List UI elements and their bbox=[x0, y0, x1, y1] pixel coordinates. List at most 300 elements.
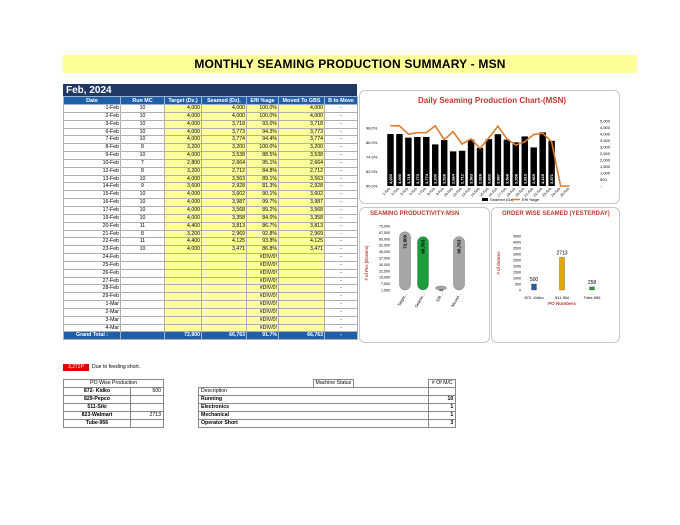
x-tick-label: 2-Feb bbox=[390, 186, 401, 197]
table-cell: - bbox=[325, 254, 358, 262]
table-cell: 3,602 bbox=[279, 191, 325, 199]
table-cell bbox=[121, 293, 165, 301]
total-cell: 66,763 bbox=[279, 332, 325, 340]
machine-desc: Description bbox=[199, 388, 429, 396]
table-cell bbox=[279, 324, 325, 332]
left-axis-tick: 86.0% bbox=[366, 140, 378, 146]
bar-value-label: 2,969 bbox=[531, 173, 537, 184]
bar-value-label: 3,471 bbox=[549, 173, 555, 184]
y-axis-tick: 1000 bbox=[513, 276, 521, 281]
table-cell bbox=[121, 261, 165, 269]
x-tick-label: 12-Feb bbox=[451, 186, 463, 198]
po-number: 823-Walmart bbox=[64, 412, 131, 420]
table-cell: 4,000 bbox=[165, 246, 202, 254]
y-axis-tick: 15,000 bbox=[379, 275, 390, 280]
po-number: 829-Pepco bbox=[64, 396, 131, 404]
machine-desc: Electronics bbox=[199, 404, 429, 412]
table-cell: - bbox=[325, 120, 358, 128]
left-axis-tick: 62.0% bbox=[366, 169, 378, 175]
table-row bbox=[64, 285, 358, 293]
table-cell: 10 bbox=[121, 175, 165, 183]
machine-count: 10 bbox=[429, 396, 456, 404]
table-cell: 10 bbox=[121, 206, 165, 214]
table-cell: 2,800 bbox=[165, 159, 202, 167]
bar-value-label: 2,664 bbox=[450, 173, 456, 184]
table-cell: 10 bbox=[121, 105, 165, 113]
grand-total-row bbox=[64, 332, 358, 340]
table-cell: 8 bbox=[121, 167, 165, 175]
table-cell bbox=[279, 308, 325, 316]
machine-desc: Operator Short bbox=[199, 420, 429, 428]
right-axis-tick: 3,000 bbox=[600, 144, 611, 150]
table-cell: #DIV/0! bbox=[247, 261, 279, 269]
po-row bbox=[64, 412, 164, 420]
y-axis-tick: 1,500 bbox=[381, 288, 390, 293]
table-cell: 8 bbox=[121, 144, 165, 152]
table-cell: 6-Feb bbox=[64, 128, 121, 136]
table-cell: 24-Feb bbox=[64, 254, 121, 262]
table-cell: 3,718 bbox=[202, 120, 247, 128]
x-tick-label: 10-Feb bbox=[442, 186, 454, 198]
x-tick-label: 1-Feb bbox=[381, 186, 392, 197]
table-cell: - bbox=[325, 175, 358, 183]
productivity-bar-group bbox=[418, 237, 429, 290]
daily-production-chart bbox=[360, 91, 619, 203]
table-cell: 3,987 bbox=[202, 199, 247, 207]
table-cell: 3,538 bbox=[279, 152, 325, 160]
table-cell: - bbox=[325, 112, 358, 120]
total-cell: 72,800 bbox=[165, 332, 202, 340]
x-tick-label: 17-Feb bbox=[496, 186, 508, 198]
right-axis-tick: 3,500 bbox=[600, 138, 611, 143]
table-cell: 94.4% bbox=[247, 136, 279, 144]
table-cell: - bbox=[325, 246, 358, 254]
po-row bbox=[64, 420, 164, 428]
order-wise-chart bbox=[492, 208, 619, 342]
left-axis-tick: 74.0% bbox=[366, 154, 378, 160]
right-axis-tick: 1,000 bbox=[600, 170, 611, 176]
table-cell: 2,969 bbox=[279, 230, 325, 238]
table-cell: 3,563 bbox=[279, 175, 325, 183]
legend-swatch-seamed bbox=[482, 198, 488, 201]
table-cell: 3,813 bbox=[279, 222, 325, 230]
bar-value-label: 3,358 bbox=[513, 173, 519, 184]
table-cell: 4-Mar bbox=[64, 324, 121, 332]
table-cell bbox=[279, 254, 325, 262]
machine-count bbox=[429, 388, 456, 396]
legend-seamed: Seamed (Dz) bbox=[490, 197, 514, 202]
table-cell: 84.8% bbox=[247, 167, 279, 175]
short-badge: 3,272P bbox=[63, 364, 89, 371]
table-cell: 28-Feb bbox=[64, 285, 121, 293]
table-cell bbox=[202, 293, 247, 301]
table-cell bbox=[202, 254, 247, 262]
table-cell: 4,125 bbox=[279, 238, 325, 246]
column-header: Run MC bbox=[121, 97, 165, 105]
table-row bbox=[64, 136, 358, 144]
productivity-bar-label: 72,800 bbox=[402, 234, 408, 249]
table-cell bbox=[165, 277, 202, 285]
table-cell: 3,600 bbox=[165, 183, 202, 191]
table-cell: - bbox=[325, 159, 358, 167]
total-cell bbox=[121, 332, 165, 340]
table-cell bbox=[202, 269, 247, 277]
table-cell bbox=[202, 308, 247, 316]
table-cell: - bbox=[325, 308, 358, 316]
bar-value-label: 4,000 bbox=[387, 173, 393, 184]
table-row bbox=[64, 206, 358, 214]
daily-chart-title: Daily Seaming Production Chart-(MSN) bbox=[418, 96, 567, 105]
table-cell: 4,400 bbox=[165, 222, 202, 230]
table-cell bbox=[165, 285, 202, 293]
table-row bbox=[64, 277, 358, 285]
table-cell: #DIV/0! bbox=[247, 277, 279, 285]
po-production-table bbox=[63, 379, 164, 428]
x-tick-label: 25-Feb bbox=[559, 186, 571, 198]
bar-value-label: 2,928 bbox=[477, 173, 483, 184]
table-cell: #DIV/0! bbox=[247, 316, 279, 324]
table-row bbox=[64, 254, 358, 262]
table-cell bbox=[279, 261, 325, 269]
table-cell: 1-Mar bbox=[64, 301, 121, 309]
productivity-bar-group bbox=[400, 232, 411, 290]
table-cell: 23-Feb bbox=[64, 246, 121, 254]
table-row bbox=[64, 238, 358, 246]
bar-value-label: 3,568 bbox=[504, 173, 510, 184]
table-cell: #DIV/0! bbox=[247, 269, 279, 277]
machine-count: 1 bbox=[429, 412, 456, 420]
productivity-chart-title: SEAMING PRODUCTIVITY-MSN bbox=[370, 211, 460, 217]
x-tick-label: 21-Feb bbox=[523, 186, 535, 198]
po-qty: 2713 bbox=[131, 412, 164, 420]
table-cell: 12-Feb bbox=[64, 167, 121, 175]
table-cell bbox=[279, 293, 325, 301]
y-axis-tick: 22,500 bbox=[379, 269, 390, 274]
table-cell: 4,000 bbox=[165, 128, 202, 136]
table-cell: 10 bbox=[121, 214, 165, 222]
table-cell: 7-Feb bbox=[64, 136, 121, 144]
table-cell: 16-Feb bbox=[64, 199, 121, 207]
po-qty bbox=[131, 420, 164, 428]
table-cell: #DIV/0! bbox=[247, 301, 279, 309]
x-tick-label: Effi... bbox=[435, 292, 444, 303]
machine-row bbox=[199, 404, 456, 412]
x-tick-label: 3-Feb bbox=[399, 186, 410, 197]
table-cell: 3,987 bbox=[279, 199, 325, 207]
table-cell: 19-Feb bbox=[64, 214, 121, 222]
table-cell: 20-Feb bbox=[64, 222, 121, 230]
bar-value-label: 3,774 bbox=[423, 173, 429, 184]
table-cell: 4,000 bbox=[279, 112, 325, 120]
productivity-bar-label: 1 bbox=[438, 289, 444, 292]
table-cell: 25-Feb bbox=[64, 261, 121, 269]
table-cell: 2-Feb bbox=[64, 112, 121, 120]
table-cell bbox=[165, 324, 202, 332]
bar-value-label: 2,712 bbox=[459, 173, 465, 184]
table-cell: 10-Feb bbox=[64, 159, 121, 167]
table-cell bbox=[202, 324, 247, 332]
machine-row bbox=[199, 412, 456, 420]
table-cell bbox=[279, 316, 325, 324]
table-cell: - bbox=[325, 285, 358, 293]
table-row bbox=[64, 128, 358, 136]
bar-value-label: 3,563 bbox=[468, 173, 474, 184]
table-cell: - bbox=[325, 222, 358, 230]
machine-count: 1 bbox=[429, 404, 456, 412]
table-row bbox=[64, 222, 358, 230]
table-cell: - bbox=[325, 238, 358, 246]
machine-desc: Mechanical bbox=[199, 412, 429, 420]
table-row bbox=[64, 316, 358, 324]
table-cell: 3-Mar bbox=[64, 316, 121, 324]
y-axis-tick: 0 bbox=[519, 288, 521, 293]
short-note: Due to feeding short. bbox=[92, 364, 141, 370]
column-header: Seamed (Dz). bbox=[202, 97, 247, 105]
total-cell: - bbox=[325, 332, 358, 340]
order-bar-label: 500 bbox=[529, 277, 539, 283]
table-row bbox=[64, 191, 358, 199]
table-row bbox=[64, 183, 358, 191]
bar-value-label: 3,602 bbox=[486, 173, 492, 184]
table-row bbox=[64, 152, 358, 160]
y-axis-tick: 2500 bbox=[513, 258, 521, 263]
table-row bbox=[64, 293, 358, 301]
bar-value-label: 3,987 bbox=[495, 173, 501, 184]
total-cell: 66,763 bbox=[202, 332, 247, 340]
table-cell bbox=[165, 308, 202, 316]
bar-value-label: 4,125 bbox=[540, 173, 546, 184]
right-axis-tick: 500 bbox=[600, 177, 607, 182]
table-cell: - bbox=[325, 144, 358, 152]
machine-row bbox=[199, 396, 456, 404]
table-cell: 21-Feb bbox=[64, 230, 121, 238]
x-tick-label: Moved... bbox=[449, 292, 462, 308]
table-cell bbox=[121, 269, 165, 277]
table-cell bbox=[165, 261, 202, 269]
bar-value-label: 3,200 bbox=[432, 173, 438, 184]
po-row bbox=[64, 388, 164, 396]
table-cell: 3,200 bbox=[165, 167, 202, 175]
table-cell: - bbox=[325, 128, 358, 136]
table-cell: 86.8% bbox=[247, 246, 279, 254]
table-cell bbox=[121, 285, 165, 293]
table-cell: 100.0% bbox=[247, 144, 279, 152]
right-axis-tick: 4,000 bbox=[600, 131, 611, 137]
machine-desc: Running bbox=[199, 396, 429, 404]
productivity-bar-group bbox=[436, 286, 447, 292]
table-cell: - bbox=[325, 261, 358, 269]
table-cell: 4,000 bbox=[165, 199, 202, 207]
table-cell: 1-Feb bbox=[64, 105, 121, 113]
table-cell: 4,000 bbox=[165, 105, 202, 113]
table-cell: 3,200 bbox=[165, 230, 202, 238]
table-cell: 4,000 bbox=[279, 105, 325, 113]
x-tick-label: Tube-956 bbox=[583, 295, 601, 300]
bar-value-label: 4,000 bbox=[396, 173, 402, 184]
table-cell bbox=[121, 277, 165, 285]
table-cell: 2,712 bbox=[279, 167, 325, 175]
table-cell: 14-Feb bbox=[64, 183, 121, 191]
table-row bbox=[64, 175, 358, 183]
table-cell: 3,773 bbox=[279, 128, 325, 136]
table-cell: 7 bbox=[121, 159, 165, 167]
table-cell: #DIV/0! bbox=[247, 285, 279, 293]
table-cell: - bbox=[325, 206, 358, 214]
table-cell: 3,602 bbox=[202, 191, 247, 199]
report-title-bar bbox=[63, 55, 637, 73]
table-cell: - bbox=[325, 105, 358, 113]
right-axis-tick: 2,500 bbox=[600, 151, 611, 156]
table-cell bbox=[279, 285, 325, 293]
y-axis-tick: 2000 bbox=[513, 264, 521, 269]
x-tick-label: 24-Feb bbox=[550, 186, 562, 198]
right-axis-tick: 2,000 bbox=[600, 157, 611, 163]
y-axis-tick: 30,000 bbox=[379, 262, 390, 267]
bar-value-label: 3,813 bbox=[522, 173, 528, 184]
table-cell: 10 bbox=[121, 128, 165, 136]
y-axis-tick: 67,500 bbox=[379, 230, 390, 235]
table-cell bbox=[121, 324, 165, 332]
machine-status-table bbox=[198, 379, 456, 428]
right-axis-tick: - bbox=[600, 183, 602, 189]
table-cell: 89.2% bbox=[247, 206, 279, 214]
x-tick-label: 8-Feb bbox=[426, 186, 436, 197]
table-cell: 10 bbox=[121, 112, 165, 120]
table-cell: 3,568 bbox=[279, 206, 325, 214]
table-cell: 3,773 bbox=[202, 128, 247, 136]
y-axis-tick: 1500 bbox=[513, 270, 521, 275]
table-cell: 3,568 bbox=[202, 206, 247, 214]
table-cell: 3-Feb bbox=[64, 120, 121, 128]
po-number: Tube-956 bbox=[64, 420, 131, 428]
machine-table-title: Machine Status bbox=[313, 380, 354, 388]
po-row bbox=[64, 396, 164, 404]
table-cell: 10 bbox=[121, 246, 165, 254]
y-axis-tick: 3500 bbox=[513, 246, 521, 251]
right-axis-tick: 1,500 bbox=[600, 164, 611, 169]
table-cell: 3,718 bbox=[279, 120, 325, 128]
table-cell: 95.1% bbox=[247, 159, 279, 167]
table-cell: 4,400 bbox=[165, 238, 202, 246]
table-cell bbox=[121, 308, 165, 316]
table-cell: 84.0% bbox=[247, 214, 279, 222]
bar-value-label: 3,773 bbox=[414, 173, 420, 184]
table-cell: - bbox=[325, 316, 358, 324]
legend-effi: Effi %age bbox=[522, 197, 540, 202]
machine-count-header: # Of M/C bbox=[429, 380, 456, 388]
x-tick-label: 7-Feb bbox=[417, 186, 427, 197]
total-cell: Grand Total : bbox=[64, 332, 121, 340]
table-cell: #DIV/0! bbox=[247, 254, 279, 262]
table-cell: 22-Feb bbox=[64, 238, 121, 246]
table-cell: 4,000 bbox=[165, 206, 202, 214]
x-tick-label: 511-Siki bbox=[554, 295, 570, 300]
x-tick-label: 9-Feb bbox=[435, 186, 445, 197]
x-tick-label: Target... bbox=[396, 292, 408, 308]
right-axis-tick: 5,000 bbox=[600, 118, 611, 124]
order-bar-label: 2713 bbox=[556, 250, 568, 257]
machine-row bbox=[199, 420, 456, 428]
table-cell bbox=[165, 293, 202, 301]
daily-production-table bbox=[63, 96, 358, 340]
table-cell: 81.3% bbox=[247, 183, 279, 191]
x-tick-label: 23-Feb bbox=[541, 186, 553, 198]
table-cell bbox=[121, 301, 165, 309]
bar-value-label: 3,718 bbox=[405, 173, 411, 184]
table-cell bbox=[279, 269, 325, 277]
table-cell: - bbox=[325, 199, 358, 207]
table-cell: 90.1% bbox=[247, 191, 279, 199]
table-row bbox=[64, 246, 358, 254]
table-row bbox=[64, 324, 358, 332]
x-tick-label: 19-Feb bbox=[505, 186, 517, 198]
table-cell: 3,200 bbox=[279, 144, 325, 152]
table-cell bbox=[279, 301, 325, 309]
table-cell: - bbox=[325, 167, 358, 175]
table-cell: 99.7% bbox=[247, 199, 279, 207]
po-table-title: PO Wise Production bbox=[64, 380, 164, 388]
left-axis-tick: 98.0% bbox=[366, 125, 378, 131]
report-title: MONTHLY SEAMING PRODUCTION SUMMARY - MSN bbox=[194, 57, 506, 71]
table-cell: 3,813 bbox=[202, 222, 247, 230]
table-cell: 93.0% bbox=[247, 120, 279, 128]
table-row bbox=[64, 269, 358, 277]
table-cell bbox=[121, 254, 165, 262]
total-cell: 91.7% bbox=[247, 332, 279, 340]
order-chart-box bbox=[491, 207, 620, 343]
table-cell bbox=[202, 277, 247, 285]
table-cell: #DIV/0! bbox=[247, 293, 279, 301]
table-cell: 15-Feb bbox=[64, 191, 121, 199]
table-cell: 27-Feb bbox=[64, 277, 121, 285]
y-axis-tick: 45,000 bbox=[379, 250, 390, 255]
y-axis-tick: 75,000 bbox=[379, 224, 390, 229]
table-row bbox=[64, 159, 358, 167]
table-cell: - bbox=[325, 183, 358, 191]
table-cell bbox=[202, 301, 247, 309]
y-axis-tick: 52,500 bbox=[379, 243, 390, 248]
table-cell bbox=[165, 301, 202, 309]
column-header: Target (Dz.) bbox=[165, 97, 202, 105]
table-row bbox=[64, 199, 358, 207]
column-header: Moved To GBS bbox=[279, 97, 325, 105]
table-cell: 2,664 bbox=[279, 159, 325, 167]
x-tick-label: 22-Feb bbox=[532, 186, 544, 198]
table-cell: 13-Feb bbox=[64, 175, 121, 183]
table-cell: - bbox=[325, 293, 358, 301]
table-cell: 11 bbox=[121, 222, 165, 230]
right-axis-tick: 4,500 bbox=[600, 125, 611, 130]
po-qty bbox=[131, 404, 164, 412]
table-cell: 2,712 bbox=[202, 167, 247, 175]
table-cell: 11 bbox=[121, 238, 165, 246]
table-cell: 3,200 bbox=[165, 144, 202, 152]
table-cell: 2,928 bbox=[279, 183, 325, 191]
table-cell: 4,000 bbox=[165, 152, 202, 160]
table-row bbox=[64, 261, 358, 269]
table-row bbox=[64, 214, 358, 222]
table-cell: 100.0% bbox=[247, 105, 279, 113]
table-cell: 2,928 bbox=[202, 183, 247, 191]
table-cell: 3,774 bbox=[279, 136, 325, 144]
table-cell: 86.7% bbox=[247, 222, 279, 230]
table-cell: 10 bbox=[121, 120, 165, 128]
table-cell: 3,471 bbox=[202, 246, 247, 254]
table-cell: 4,000 bbox=[165, 112, 202, 120]
table-cell: - bbox=[325, 301, 358, 309]
table-cell: 4,000 bbox=[165, 191, 202, 199]
table-cell bbox=[121, 316, 165, 324]
